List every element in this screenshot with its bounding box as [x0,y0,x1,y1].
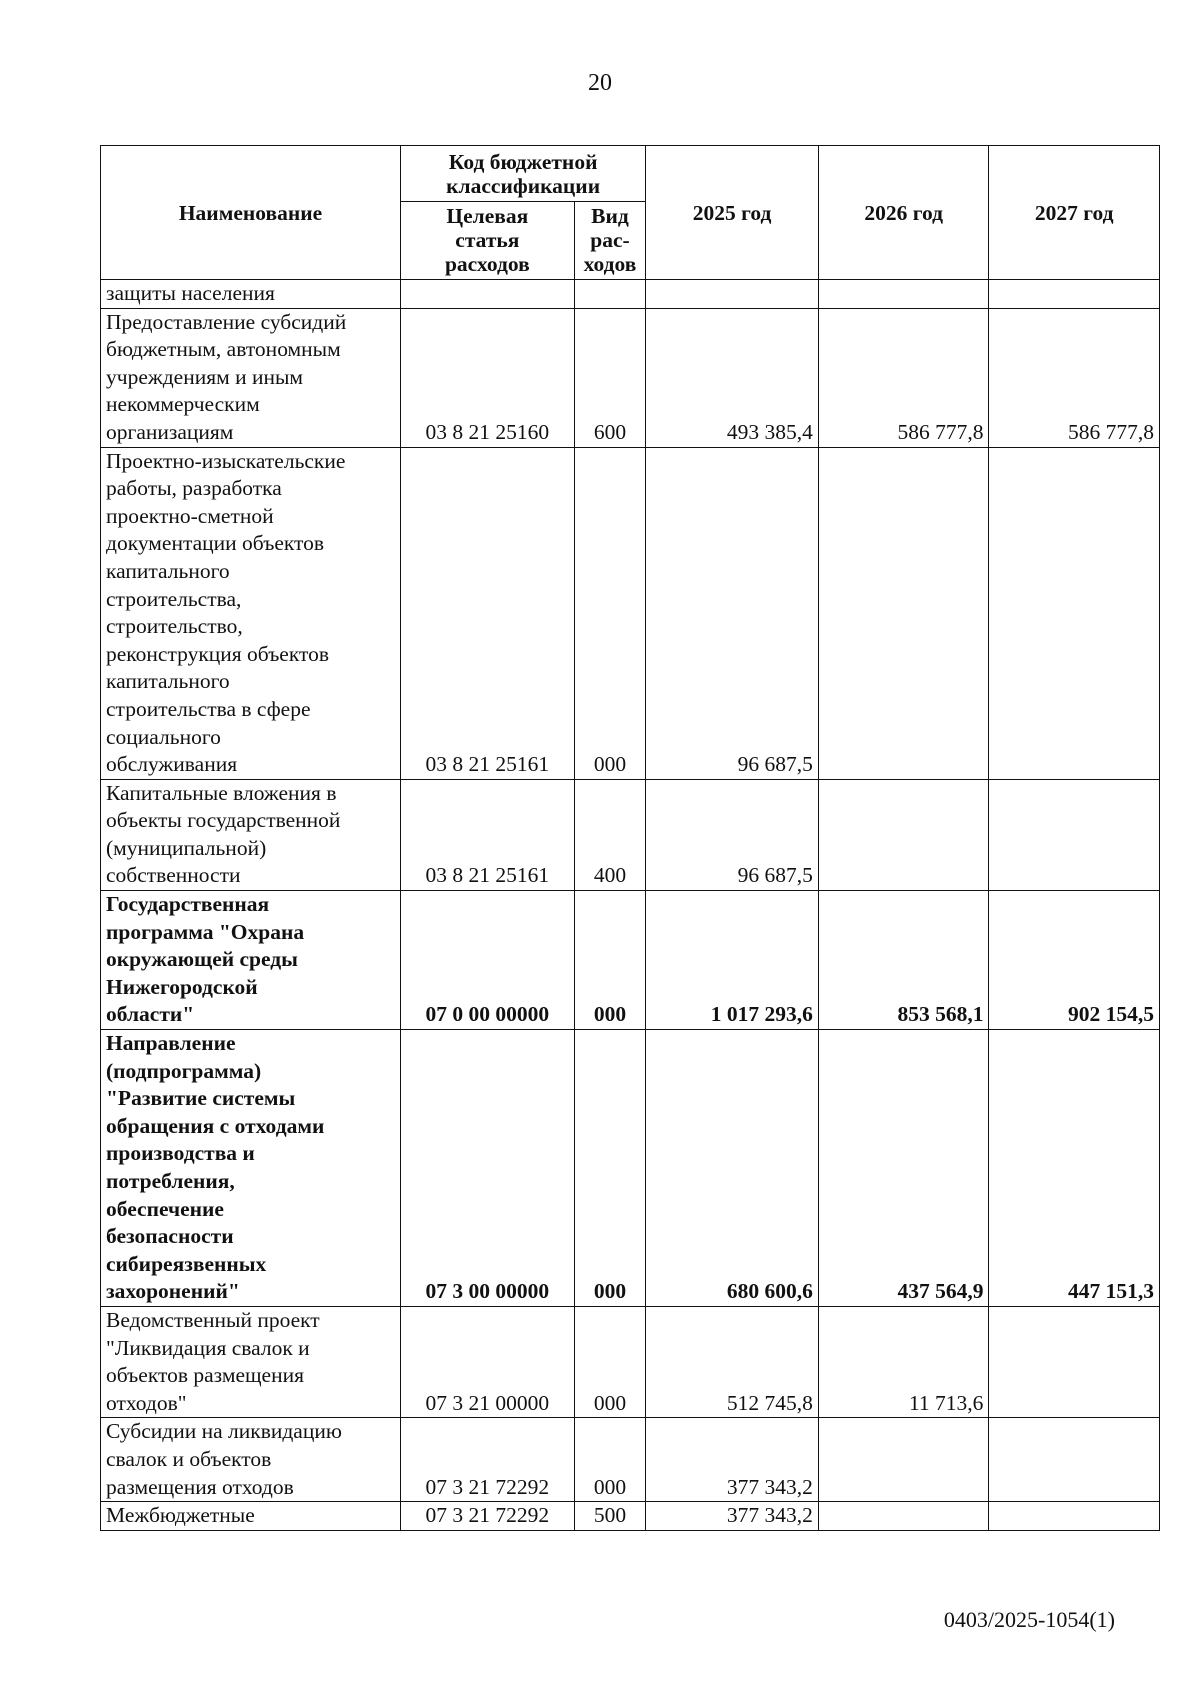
row-amount-2027 [989,1418,1160,1502]
row-amount-2027: 902 154,5 [989,891,1160,1030]
row-name: защиты населения [101,280,401,309]
row-amount-2026: 437 564,9 [818,1030,989,1307]
row-amount-2025 [646,280,819,309]
row-expense-kind: 000 [574,1418,646,1502]
header-2026: 2026 год [818,146,989,280]
row-name: Субсидии на ликвидацию свалок и объектов размещения отходов [101,1418,401,1502]
row-target-code: 07 3 21 72292 [401,1502,575,1531]
row-expense-kind [574,280,646,309]
table-row [101,1306,1160,1417]
table-row [101,1502,1160,1531]
row-expense-kind: 000 [574,447,646,779]
row-amount-2025: 493 385,4 [646,308,819,447]
row-target-code [401,280,575,309]
row-target-code: 07 3 21 00000 [401,1306,575,1417]
row-amount-2027 [989,1306,1160,1417]
row-target-code: 07 3 21 72292 [401,1418,575,1502]
header-2027: 2027 год [989,146,1160,280]
row-name: Направление (подпрограмма) "Развитие системы обращения с отходами производства и потребления, обеспечение безопасности сибиреязвенных захоронений" [101,1030,401,1307]
row-amount-2027 [989,447,1160,779]
row-amount-2025: 96 687,5 [646,447,819,779]
row-amount-2025: 512 745,8 [646,1306,819,1417]
row-amount-2026: 586 777,8 [818,308,989,447]
header-name: Наименование [101,146,401,280]
row-amount-2026 [818,1502,989,1531]
row-name: Капитальные вложения в объекты государственной (муниципальной) собственности [101,779,401,890]
row-target-code: 07 0 00 00000 [401,891,575,1030]
row-name: Проектно-изыскательские работы, разработка проектно-сметной документации объектов капитального строительства, строительство, реконструкция объектов капитального строительства в сфере социального обслуживания [101,447,401,779]
document-id: 0403/2025-1054(1) [943,1607,1115,1632]
table-row [101,308,1160,447]
row-amount-2026 [818,447,989,779]
row-amount-2025: 96 687,5 [646,779,819,890]
budget-table [100,145,1160,1531]
row-amount-2026 [818,779,989,890]
table-body [101,280,1160,1531]
row-amount-2027 [989,280,1160,309]
table-row [101,1418,1160,1502]
row-target-code: 03 8 21 25161 [401,447,575,779]
row-amount-2027 [989,779,1160,890]
header-2025: 2025 год [646,146,819,280]
table-row [101,779,1160,890]
row-amount-2026: 853 568,1 [818,891,989,1030]
row-target-code: 07 3 00 00000 [401,1030,575,1307]
row-expense-kind: 500 [574,1502,646,1531]
row-name: Ведомственный проект "Ликвидация свалок и объектов размещения отходов" [101,1306,401,1417]
table-row [101,280,1160,309]
row-name: Межбюджетные [101,1502,401,1531]
row-target-code: 03 8 21 25160 [401,308,575,447]
row-amount-2027: 447 151,3 [989,1030,1160,1307]
table-row [101,891,1160,1030]
row-amount-2025: 377 343,2 [646,1502,819,1531]
row-amount-2026 [818,1418,989,1502]
table-row [101,1030,1160,1307]
header-code-group: Код бюджетной классификации [401,146,646,202]
row-expense-kind: 000 [574,891,646,1030]
header-expense-kind: Вид рас- ходов [574,202,646,280]
table-header [101,146,1160,280]
row-expense-kind: 000 [574,1306,646,1417]
table-row [101,447,1160,779]
header-target-article: Целевая статья расходов [401,202,575,280]
row-amount-2025: 680 600,6 [646,1030,819,1307]
row-amount-2025: 377 343,2 [646,1418,819,1502]
row-amount-2027 [989,1502,1160,1531]
row-amount-2025: 1 017 293,6 [646,891,819,1030]
row-expense-kind: 600 [574,308,646,447]
row-amount-2026 [818,280,989,309]
row-target-code: 03 8 21 25161 [401,779,575,890]
row-name: Предоставление субсидий бюджетным, автономным учреждениям и иным некоммерческим организациям [101,308,401,447]
row-expense-kind: 400 [574,779,646,890]
row-amount-2026: 11 713,6 [818,1306,989,1417]
row-expense-kind: 000 [574,1030,646,1307]
row-amount-2027: 586 777,8 [989,308,1160,447]
page-number: 20 [588,70,612,96]
row-name: Государственная программа "Охрана окружающей среды Нижегородской области" [101,891,401,1030]
